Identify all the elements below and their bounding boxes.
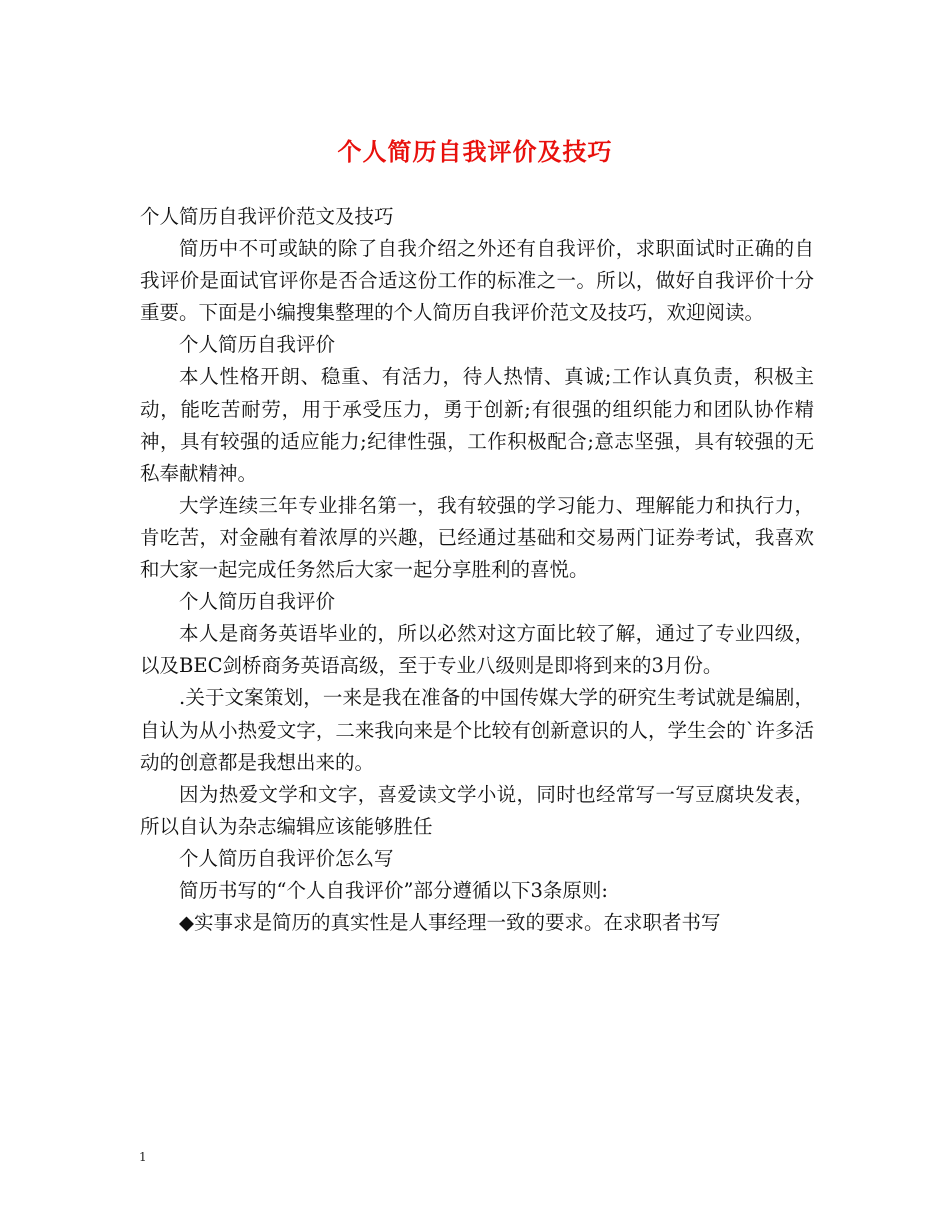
paragraph: .关于文案策划，一来是我在准备的中国传媒大学的研究生考试就是编剧，自认为从小热爱文字，二来我向来是个比较有创新意识的人，学生会的`许多活动的创意都是我想出来的。 (140, 686, 814, 774)
section-heading: 个人简历自我评价 (179, 590, 336, 614)
paragraph-bullet: ◆实事求是简历的真实性是人事经理一致的要求。在求职者书写 (179, 911, 721, 935)
section-heading: 个人简历自我评价 (179, 333, 336, 357)
paragraph-intro: 简历中不可或缺的除了自我介绍之外还有自我评价，求职面试时正确的自我评价是面试官评你是否合适这份工作的标准之一。所以，做好自我评价十分重要。下面是小编搜集整理的个人简历自我评价范文及技巧，欢迎阅读。 (140, 237, 814, 325)
paragraph: 本人性格开朗、稳重、有活力，待人热情、真诚;工作认真负责，积极主动，能吃苦耐劳，用于承受压力，勇于创新;有很强的组织能力和团队协作精神，具有较强的适应能力;纪律性强，工作积极配合;意志坚强，具有较强的无私奉献精神。 (140, 365, 814, 485)
document-body (140, 201, 814, 939)
page-number: 1 (139, 1150, 147, 1164)
paragraph: 因为热爱文学和文字，喜爱读文学小说，同时也经常写一写豆腐块发表，所以自认为杂志编辑应该能够胜任 (140, 782, 814, 838)
paragraph: 大学连续三年专业排名第一，我有较强的学习能力、理解能力和执行力，肯吃苦，对金融有着浓厚的兴趣，已经通过基础和交易两门证券考试，我喜欢和大家一起完成任务然后大家一起分享胜利的喜悦。 (140, 493, 814, 582)
paragraph-subtitle: 个人简历自我评价范文及技巧 (140, 205, 394, 228)
document-title: 个人简历自我评价及技巧 (337, 137, 613, 166)
paragraph: 简历书写的“个人自我评价”部分遵循以下3条原则: (179, 878, 608, 902)
paragraph: 本人是商务英语毕业的，所以必然对这方面比较了解，通过了专业四级，以及BEC剑桥商务英语高级，至于专业八级则是即将到来的3月份。 (140, 622, 814, 678)
section-heading: 个人简历自我评价怎么写 (179, 846, 394, 870)
